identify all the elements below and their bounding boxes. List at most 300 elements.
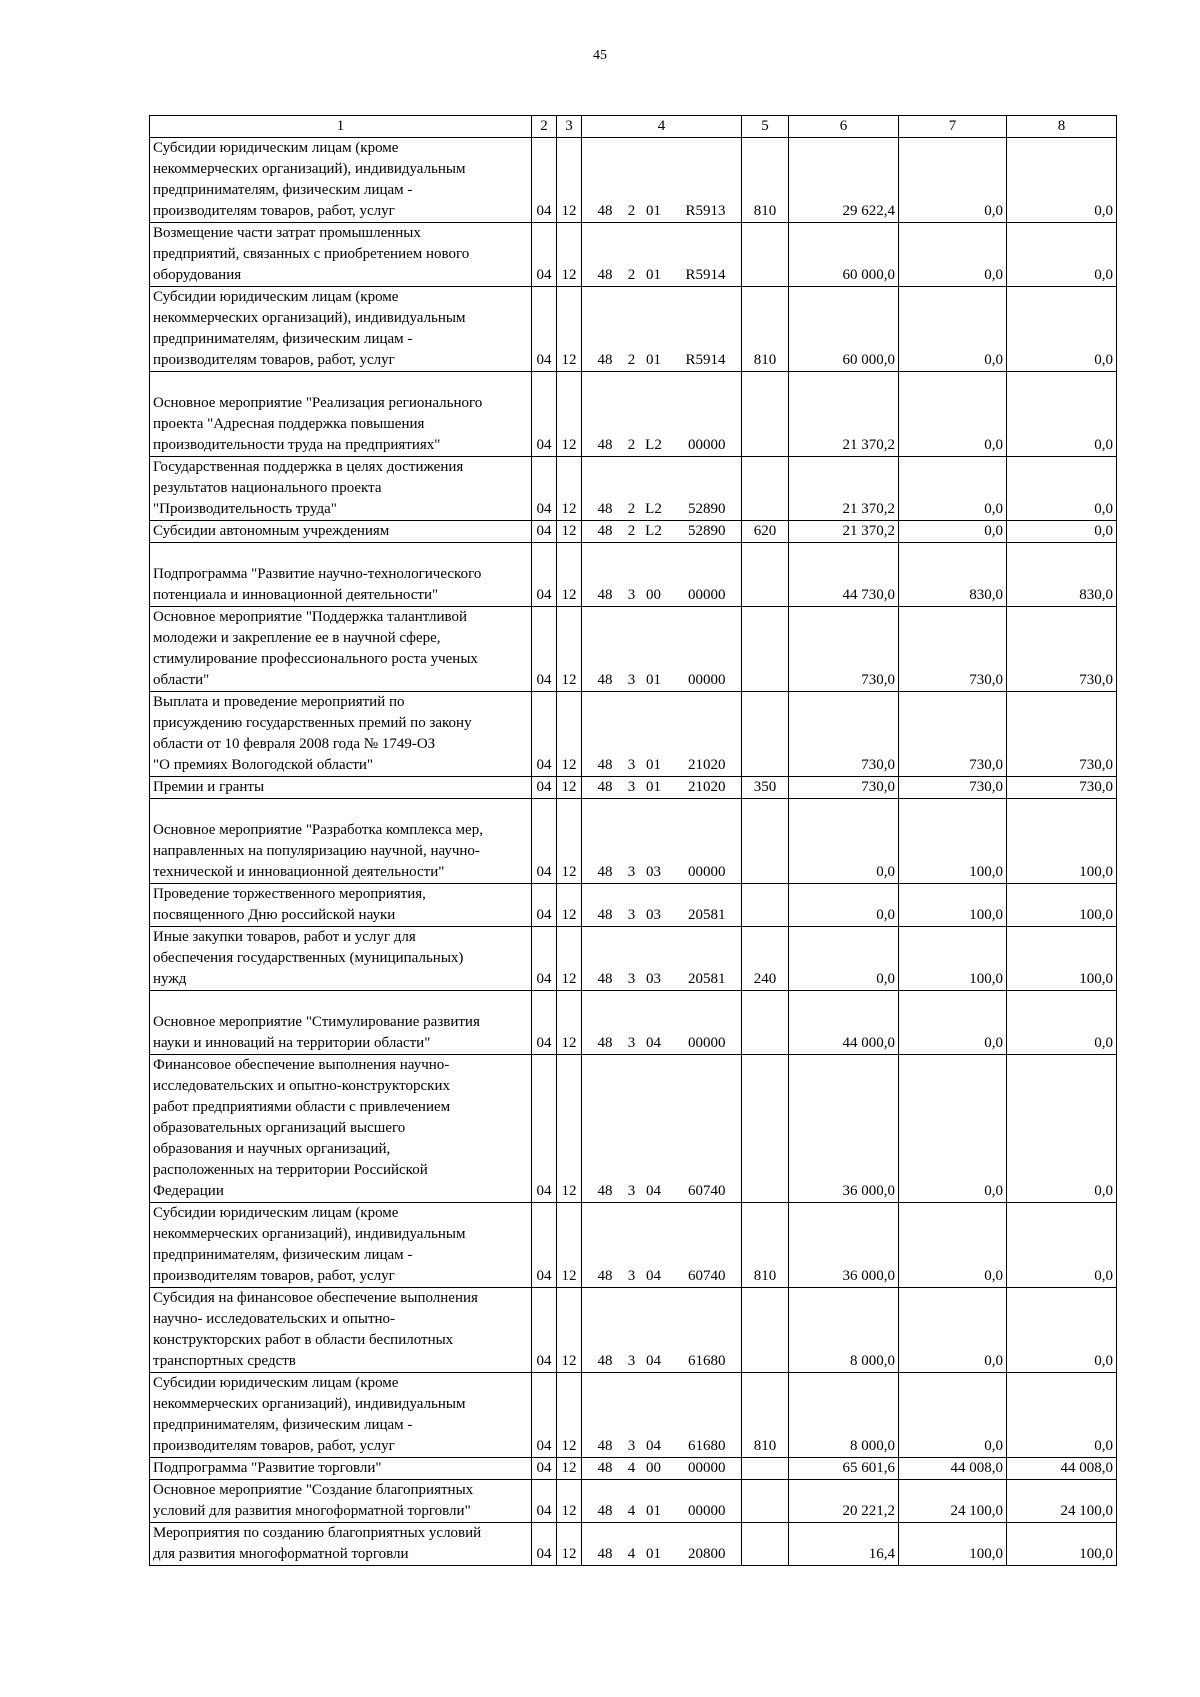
target-article-code bbox=[582, 1203, 742, 1288]
description-line: производителям товаров, работ, услуг bbox=[153, 1438, 395, 1454]
description-line: для развития многоформатной торговли bbox=[153, 1546, 409, 1562]
description-line: предпринимателям, физическим лицам - bbox=[153, 182, 413, 198]
row-description bbox=[150, 138, 532, 223]
description-line: Федерации bbox=[153, 1183, 224, 1199]
row-description bbox=[150, 372, 532, 457]
description-line: некоммерческих организаций), индивидуальным bbox=[153, 1396, 466, 1412]
description-line: образовательных организаций высшего bbox=[153, 1120, 406, 1136]
description-line: производителям товаров, работ, услуг bbox=[153, 352, 395, 368]
table-row bbox=[150, 927, 1117, 991]
description-line: Субсидия на финансовое обеспечение выполнения bbox=[153, 1290, 478, 1306]
amount-col7: 0,0 bbox=[899, 138, 1007, 223]
description-line: Субсидии автономным учреждениям bbox=[153, 523, 390, 539]
amount-col7: 100,0 bbox=[899, 884, 1007, 927]
amount-col6: 36 000,0 bbox=[789, 1055, 899, 1203]
description-line: Основное мероприятие "Разработка комплекса мер, bbox=[153, 822, 483, 838]
section-code: 04 bbox=[532, 991, 557, 1055]
description-line: Финансовое обеспечение выполнения научно- bbox=[153, 1057, 450, 1073]
amount-col8: 0,0 bbox=[1007, 1288, 1117, 1373]
section-code: 04 bbox=[532, 1458, 557, 1480]
target-article-code bbox=[582, 927, 742, 991]
section-code: 04 bbox=[532, 372, 557, 457]
amount-col6: 60 000,0 bbox=[789, 287, 899, 372]
section-code: 04 bbox=[532, 223, 557, 287]
section-code: 04 bbox=[532, 884, 557, 927]
code-segment: 00000 bbox=[688, 864, 726, 880]
amount-col8: 100,0 bbox=[1007, 799, 1117, 884]
amount-col7: 0,0 bbox=[899, 457, 1007, 521]
target-article-code bbox=[582, 287, 742, 372]
subsection-code: 12 bbox=[557, 1055, 582, 1203]
code-segment: 3 bbox=[627, 864, 636, 880]
amount-col8: 730,0 bbox=[1007, 777, 1117, 799]
amount-col7: 0,0 bbox=[899, 521, 1007, 543]
column-header: 3 bbox=[557, 116, 582, 138]
amount-col8: 0,0 bbox=[1007, 1203, 1117, 1288]
description-line: производителям товаров, работ, услуг bbox=[153, 1268, 395, 1284]
code-segment: 3 bbox=[627, 907, 636, 923]
expense-type-code bbox=[742, 457, 789, 521]
row-description bbox=[150, 1458, 532, 1480]
description-line: Основное мероприятие "Стимулирование развития bbox=[153, 1014, 480, 1030]
section-code: 04 bbox=[532, 1288, 557, 1373]
amount-col8: 100,0 bbox=[1007, 927, 1117, 991]
subsection-code: 12 bbox=[557, 1373, 582, 1458]
row-description bbox=[150, 521, 532, 543]
code-segment: 3 bbox=[627, 779, 636, 795]
code-segment: 48 bbox=[597, 1438, 613, 1454]
section-code: 04 bbox=[532, 543, 557, 607]
expense-type-code: 810 bbox=[742, 1373, 789, 1458]
code-segment: 2 bbox=[627, 203, 636, 219]
column-header: 4 bbox=[582, 116, 742, 138]
expense-type-code: 240 bbox=[742, 927, 789, 991]
amount-col8: 24 100,0 bbox=[1007, 1480, 1117, 1523]
description-line: Подпрограмма "Развитие научно-технологического bbox=[153, 566, 482, 582]
amount-col7: 730,0 bbox=[899, 692, 1007, 777]
description-line: Премии и гранты bbox=[153, 779, 265, 795]
description-line: области" bbox=[153, 672, 210, 688]
row-description bbox=[150, 692, 532, 777]
code-segment: 48 bbox=[597, 1503, 613, 1519]
code-segment: 00000 bbox=[688, 587, 726, 603]
row-description bbox=[150, 1288, 532, 1373]
description-line: Субсидии юридическим лицам (кроме bbox=[153, 140, 399, 156]
code-segment: 48 bbox=[597, 501, 613, 517]
description-line: результатов национального проекта bbox=[153, 480, 382, 496]
description-line: Мероприятия по созданию благоприятных условий bbox=[153, 1525, 482, 1541]
subsection-code: 12 bbox=[557, 884, 582, 927]
code-segment: 20581 bbox=[688, 971, 726, 987]
amount-col8: 100,0 bbox=[1007, 1523, 1117, 1566]
amount-col6: 21 370,2 bbox=[789, 457, 899, 521]
row-description bbox=[150, 1480, 532, 1523]
amount-col6: 730,0 bbox=[789, 692, 899, 777]
table-row bbox=[150, 521, 1117, 543]
target-article-code bbox=[582, 799, 742, 884]
description-line bbox=[153, 372, 528, 393]
code-segment: 01 bbox=[646, 757, 661, 773]
table-row bbox=[150, 884, 1117, 927]
description-line bbox=[153, 799, 528, 820]
subsection-code: 12 bbox=[557, 1480, 582, 1523]
code-segment: 00000 bbox=[688, 437, 726, 453]
amount-col8: 730,0 bbox=[1007, 607, 1117, 692]
row-description bbox=[150, 457, 532, 521]
amount-col6: 65 601,6 bbox=[789, 1458, 899, 1480]
code-segment: 48 bbox=[597, 1035, 613, 1051]
description-line: проекта "Адресная поддержка повышения bbox=[153, 416, 425, 432]
description-line: Государственная поддержка в целях достижения bbox=[153, 459, 464, 475]
code-segment: 48 bbox=[597, 437, 613, 453]
amount-col6: 0,0 bbox=[789, 884, 899, 927]
row-description bbox=[150, 543, 532, 607]
target-article-code bbox=[582, 223, 742, 287]
subsection-code: 12 bbox=[557, 777, 582, 799]
target-article-code bbox=[582, 1480, 742, 1523]
code-segment: 52890 bbox=[688, 523, 726, 539]
description-line: молодежи и закрепление ее в научной сфере, bbox=[153, 630, 441, 646]
header-row bbox=[150, 116, 1117, 138]
amount-col7: 0,0 bbox=[899, 287, 1007, 372]
table-row bbox=[150, 799, 1117, 884]
code-segment: 3 bbox=[627, 971, 636, 987]
code-segment: L2 bbox=[645, 437, 662, 453]
target-article-code bbox=[582, 372, 742, 457]
row-description bbox=[150, 607, 532, 692]
column-header: 7 bbox=[899, 116, 1007, 138]
section-code: 04 bbox=[532, 521, 557, 543]
target-article-code bbox=[582, 138, 742, 223]
description-line: расположенных на территории Российской bbox=[153, 1162, 428, 1178]
description-line: конструкторских работ в области беспилотных bbox=[153, 1332, 454, 1348]
description-line: некоммерческих организаций), индивидуальным bbox=[153, 310, 466, 326]
target-article-code bbox=[582, 1055, 742, 1203]
description-line: технической и инновационной деятельности" bbox=[153, 864, 445, 880]
table-row bbox=[150, 1288, 1117, 1373]
expense-type-code bbox=[742, 1523, 789, 1566]
column-header: 8 bbox=[1007, 116, 1117, 138]
amount-col6: 730,0 bbox=[789, 607, 899, 692]
subsection-code: 12 bbox=[557, 607, 582, 692]
description-line: условий для развития многоформатной торговли" bbox=[153, 1503, 471, 1519]
code-segment: 2 bbox=[627, 267, 636, 283]
code-segment: 01 bbox=[646, 203, 661, 219]
description-line: некоммерческих организаций), индивидуальным bbox=[153, 161, 466, 177]
description-line bbox=[153, 991, 528, 1012]
code-segment: 3 bbox=[627, 1035, 636, 1051]
amount-col7: 100,0 bbox=[899, 927, 1007, 991]
target-article-code bbox=[582, 777, 742, 799]
code-segment: 4 bbox=[627, 1460, 636, 1476]
code-segment: 04 bbox=[646, 1183, 661, 1199]
description-line: присуждению государственных премий по закону bbox=[153, 715, 472, 731]
code-segment: 3 bbox=[627, 1268, 636, 1284]
description-line: направленных на популяризацию научной, научно- bbox=[153, 843, 480, 859]
code-segment: 2 bbox=[627, 523, 636, 539]
code-segment: 48 bbox=[597, 907, 613, 923]
subsection-code: 12 bbox=[557, 287, 582, 372]
code-segment: 00000 bbox=[688, 672, 726, 688]
description-line: предпринимателям, физическим лицам - bbox=[153, 1417, 413, 1433]
table-row bbox=[150, 223, 1117, 287]
description-line: стимулирование профессионального роста ученых bbox=[153, 651, 478, 667]
table-row bbox=[150, 372, 1117, 457]
amount-col8: 0,0 bbox=[1007, 287, 1117, 372]
code-segment: 48 bbox=[597, 864, 613, 880]
code-segment: 03 bbox=[646, 864, 661, 880]
table-row bbox=[150, 1480, 1117, 1523]
amount-col7: 0,0 bbox=[899, 223, 1007, 287]
amount-col7: 44 008,0 bbox=[899, 1458, 1007, 1480]
description-line: транспортных средств bbox=[153, 1353, 296, 1369]
code-segment: 00000 bbox=[688, 1460, 726, 1476]
expense-type-code bbox=[742, 223, 789, 287]
code-segment: 4 bbox=[627, 1546, 636, 1562]
code-segment: 00 bbox=[646, 587, 661, 603]
section-code: 04 bbox=[532, 1203, 557, 1288]
expense-type-code bbox=[742, 607, 789, 692]
expense-type-code: 620 bbox=[742, 521, 789, 543]
table-row bbox=[150, 543, 1117, 607]
expense-type-code: 350 bbox=[742, 777, 789, 799]
code-segment: 04 bbox=[646, 1353, 661, 1369]
amount-col6: 8 000,0 bbox=[789, 1373, 899, 1458]
description-line: посвященного Дню российской науки bbox=[153, 907, 396, 923]
description-line: некоммерческих организаций), индивидуальным bbox=[153, 1226, 466, 1242]
amount-col6: 0,0 bbox=[789, 799, 899, 884]
code-segment: 01 bbox=[646, 352, 661, 368]
table-row bbox=[150, 287, 1117, 372]
target-article-code bbox=[582, 991, 742, 1055]
code-segment: 48 bbox=[597, 1460, 613, 1476]
section-code: 04 bbox=[532, 138, 557, 223]
description-line: Субсидии юридическим лицам (кроме bbox=[153, 289, 399, 305]
amount-col8: 0,0 bbox=[1007, 457, 1117, 521]
description-line: Иные закупки товаров, работ и услуг для bbox=[153, 929, 416, 945]
code-segment: 03 bbox=[646, 907, 661, 923]
code-segment: 48 bbox=[597, 1546, 613, 1562]
section-code: 04 bbox=[532, 1480, 557, 1523]
code-segment: 4 bbox=[627, 1503, 636, 1519]
description-line: обеспечения государственных (муниципальных) bbox=[153, 950, 464, 966]
expense-type-code: 810 bbox=[742, 1203, 789, 1288]
code-segment: L2 bbox=[645, 501, 662, 517]
description-line: Подпрограмма "Развитие торговли" bbox=[153, 1460, 382, 1476]
amount-col8: 0,0 bbox=[1007, 138, 1117, 223]
expense-type-code bbox=[742, 991, 789, 1055]
description-line: научно- исследовательских и опытно- bbox=[153, 1311, 396, 1327]
amount-col7: 24 100,0 bbox=[899, 1480, 1007, 1523]
code-segment: 3 bbox=[627, 757, 636, 773]
description-line: Выплата и проведение мероприятий по bbox=[153, 694, 405, 710]
table-row bbox=[150, 457, 1117, 521]
subsection-code: 12 bbox=[557, 138, 582, 223]
code-segment: 21020 bbox=[688, 779, 726, 795]
description-line: Основное мероприятие "Поддержка талантливой bbox=[153, 609, 467, 625]
expense-type-code bbox=[742, 1288, 789, 1373]
code-segment: 61680 bbox=[688, 1353, 726, 1369]
table-row bbox=[150, 1203, 1117, 1288]
column-header: 1 bbox=[150, 116, 532, 138]
amount-col6: 20 221,2 bbox=[789, 1480, 899, 1523]
code-segment: 48 bbox=[597, 672, 613, 688]
code-segment: 48 bbox=[597, 971, 613, 987]
amount-col6: 8 000,0 bbox=[789, 1288, 899, 1373]
amount-col8: 0,0 bbox=[1007, 223, 1117, 287]
code-segment: 48 bbox=[597, 1353, 613, 1369]
amount-col8: 730,0 bbox=[1007, 692, 1117, 777]
subsection-code: 12 bbox=[557, 457, 582, 521]
amount-col8: 0,0 bbox=[1007, 991, 1117, 1055]
description-line: "Производительность труда" bbox=[153, 501, 337, 517]
code-segment: 01 bbox=[646, 779, 661, 795]
code-segment: 48 bbox=[597, 352, 613, 368]
target-article-code bbox=[582, 1458, 742, 1480]
description-line: Возмещение части затрат промышленных bbox=[153, 225, 421, 241]
section-code: 04 bbox=[532, 287, 557, 372]
section-code: 04 bbox=[532, 692, 557, 777]
section-code: 04 bbox=[532, 799, 557, 884]
subsection-code: 12 bbox=[557, 1458, 582, 1480]
description-line: работ предприятиями области с привлечением bbox=[153, 1099, 451, 1115]
amount-col6: 21 370,2 bbox=[789, 372, 899, 457]
row-description bbox=[150, 223, 532, 287]
code-segment: 60740 bbox=[688, 1183, 726, 1199]
page-number: 45 bbox=[593, 48, 607, 63]
amount-col6: 36 000,0 bbox=[789, 1203, 899, 1288]
column-header: 6 bbox=[789, 116, 899, 138]
code-segment: 52890 bbox=[688, 501, 726, 517]
description-line: Проведение торжественного мероприятия, bbox=[153, 886, 426, 902]
subsection-code: 12 bbox=[557, 991, 582, 1055]
code-segment: R5914 bbox=[685, 267, 726, 283]
subsection-code: 12 bbox=[557, 927, 582, 991]
code-segment: 01 bbox=[646, 267, 661, 283]
description-line: производительности труда на предприятиях" bbox=[153, 437, 441, 453]
code-segment: 03 bbox=[646, 971, 661, 987]
code-segment: 04 bbox=[646, 1268, 661, 1284]
code-segment: 48 bbox=[597, 523, 613, 539]
amount-col7: 0,0 bbox=[899, 372, 1007, 457]
amount-col6: 44 730,0 bbox=[789, 543, 899, 607]
row-description bbox=[150, 1373, 532, 1458]
row-description bbox=[150, 1203, 532, 1288]
amount-col7: 0,0 bbox=[899, 1288, 1007, 1373]
code-segment: 48 bbox=[597, 587, 613, 603]
amount-col6: 29 622,4 bbox=[789, 138, 899, 223]
code-segment: 01 bbox=[646, 1503, 661, 1519]
amount-col7: 730,0 bbox=[899, 607, 1007, 692]
code-segment: L2 bbox=[645, 523, 662, 539]
description-line bbox=[153, 543, 528, 564]
code-segment: 3 bbox=[627, 1183, 636, 1199]
section-code: 04 bbox=[532, 927, 557, 991]
subsection-code: 12 bbox=[557, 223, 582, 287]
code-segment: 01 bbox=[646, 1546, 661, 1562]
description-line: оборудования bbox=[153, 267, 242, 283]
subsection-code: 12 bbox=[557, 543, 582, 607]
amount-col7: 100,0 bbox=[899, 799, 1007, 884]
table-row bbox=[150, 1458, 1117, 1480]
amount-col6: 21 370,2 bbox=[789, 521, 899, 543]
amount-col8: 44 008,0 bbox=[1007, 1458, 1117, 1480]
table-row bbox=[150, 991, 1117, 1055]
amount-col7: 0,0 bbox=[899, 1055, 1007, 1203]
code-segment: 3 bbox=[627, 672, 636, 688]
subsection-code: 12 bbox=[557, 1288, 582, 1373]
code-segment: 20581 bbox=[688, 907, 726, 923]
expense-type-code bbox=[742, 1055, 789, 1203]
amount-col7: 0,0 bbox=[899, 991, 1007, 1055]
code-segment: 61680 bbox=[688, 1438, 726, 1454]
description-line: науки и инноваций на территории области" bbox=[153, 1035, 431, 1051]
expense-type-code bbox=[742, 1480, 789, 1523]
amount-col6: 730,0 bbox=[789, 777, 899, 799]
amount-col7: 830,0 bbox=[899, 543, 1007, 607]
target-article-code bbox=[582, 692, 742, 777]
code-segment: 04 bbox=[646, 1035, 661, 1051]
code-segment: 2 bbox=[627, 501, 636, 517]
table-row bbox=[150, 1373, 1117, 1458]
description-line: образования и научных организаций, bbox=[153, 1141, 391, 1157]
row-description bbox=[150, 1055, 532, 1203]
amount-col6: 16,4 bbox=[789, 1523, 899, 1566]
amount-col7: 730,0 bbox=[899, 777, 1007, 799]
subsection-code: 12 bbox=[557, 1523, 582, 1566]
row-description bbox=[150, 777, 532, 799]
code-segment: R5914 bbox=[685, 352, 726, 368]
code-segment: 3 bbox=[627, 587, 636, 603]
description-line: предпринимателям, физическим лицам - bbox=[153, 1247, 413, 1263]
description-line: нужд bbox=[153, 971, 187, 987]
code-segment: 48 bbox=[597, 267, 613, 283]
expense-type-code: 810 bbox=[742, 138, 789, 223]
section-code: 04 bbox=[532, 607, 557, 692]
code-segment: 48 bbox=[597, 1183, 613, 1199]
code-segment: 01 bbox=[646, 672, 661, 688]
expense-type-code bbox=[742, 799, 789, 884]
code-segment: R5913 bbox=[685, 203, 726, 219]
target-article-code bbox=[582, 521, 742, 543]
description-line: "О премиях Вологодской области" bbox=[153, 757, 374, 773]
amount-col8: 0,0 bbox=[1007, 521, 1117, 543]
table-row bbox=[150, 607, 1117, 692]
code-segment: 48 bbox=[597, 757, 613, 773]
amount-col7: 0,0 bbox=[899, 1373, 1007, 1458]
target-article-code bbox=[582, 543, 742, 607]
amount-col7: 100,0 bbox=[899, 1523, 1007, 1566]
code-segment: 48 bbox=[597, 779, 613, 795]
target-article-code bbox=[582, 1288, 742, 1373]
row-description bbox=[150, 991, 532, 1055]
code-segment: 60740 bbox=[688, 1268, 726, 1284]
description-line: производителям товаров, работ, услуг bbox=[153, 203, 395, 219]
section-code: 04 bbox=[532, 777, 557, 799]
code-segment: 00000 bbox=[688, 1035, 726, 1051]
description-line: области от 10 февраля 2008 года № 1749-ОЗ bbox=[153, 736, 436, 752]
table-row bbox=[150, 692, 1117, 777]
target-article-code bbox=[582, 457, 742, 521]
section-code: 04 bbox=[532, 1523, 557, 1566]
budget-table bbox=[149, 115, 1117, 1566]
description-line: Основное мероприятие "Реализация регионального bbox=[153, 395, 483, 411]
code-segment: 00000 bbox=[688, 1503, 726, 1519]
code-segment: 20800 bbox=[688, 1546, 726, 1562]
section-code: 04 bbox=[532, 1055, 557, 1203]
section-code: 04 bbox=[532, 457, 557, 521]
expense-type-code bbox=[742, 1458, 789, 1480]
